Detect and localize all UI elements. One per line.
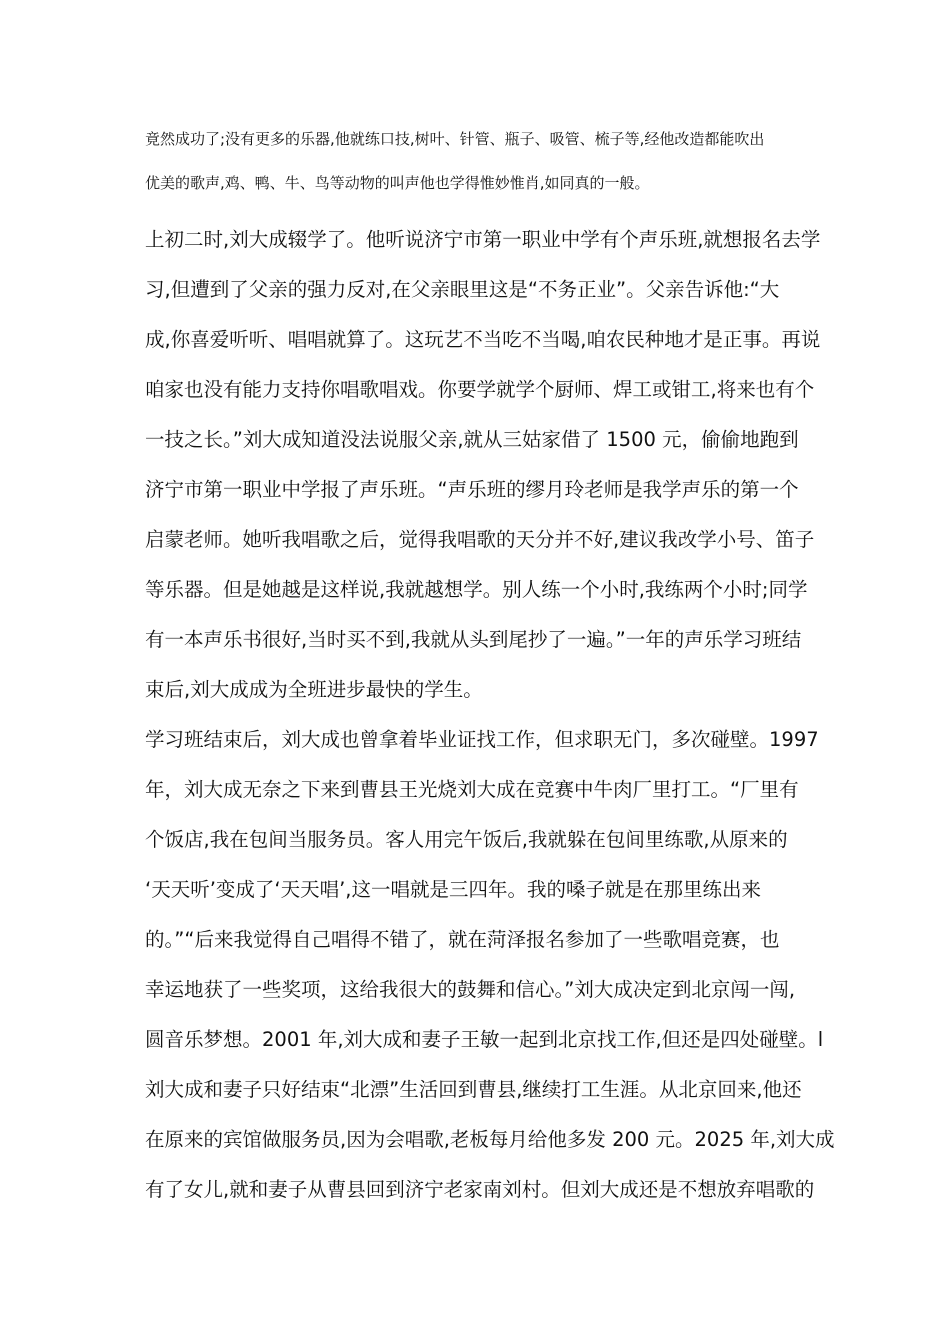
body-line-7: 启蒙老师。她听我唱歌之后，觉得我唱歌的天分并不好,建议我改学小号、笛子 [145,528,815,551]
body-line-15: 的。”“后来我觉得自己唱得不错了，就在菏泽报名参加了一些歌唱竞赛，也 [145,928,780,951]
body-line-9: 有一本声乐书很好,当时买不到,我就从头到尾抄了一遍。”一年的声乐学习班结 [145,628,802,651]
intro-line-2: 优美的歌声,鸡、鸭、牛、鸟等动物的叫声他也学得惟妙惟肖,如同真的一般。 [145,174,650,192]
body-line-5: 一技之长。”刘大成知道没法说服父亲,就从三姑家借了 1500 元，偷偷地跑到 [145,428,799,451]
body-line-10: 束后,刘大成成为全班进步最快的学生。 [145,678,483,701]
body-line-13: 个饭店,我在包间当服务员。客人用完午饭后,我就躲在包间里练歌,从原来的 [145,828,788,851]
body-line-1: 上初二时,刘大成辍学了。他听说济宁市第一职业中学有个声乐班,就想报名去学 [145,228,821,251]
body-line-17: 圆音乐梦想。2001 年,刘大成和妻子王敏一起到北京找工作,但还是四处碰壁。l [145,1028,824,1051]
body-line-18: 刘大成和妻子只好结束“北漂”生活回到曹县,继续打工生涯。从北京回来,他还 [145,1078,802,1101]
intro-line-1: 竟然成功了;没有更多的乐器,他就练口技,树叶、针管、瓶子、吸管、梳子等,经他改造都能吹出 [145,130,765,148]
body-line-4: 咱家也没有能力支持你唱歌唱戏。你要学就学个厨师、焊工或钳工,将来也有个 [145,378,815,401]
body-line-19: 在原来的宾馆做服务员,因为会唱歌,老板每月给他多发 200 元。2025 年,刘大成 [145,1128,835,1151]
body-line-12: 年，刘大成无奈之下来到曹县王光烧刘大成在竞赛中牛肉厂里打工。“厂里有 [145,778,799,801]
body-line-16: 幸运地获了一些奖项，这给我很大的鼓舞和信心。”刘大成决定到北京闯一闯, [145,978,796,1001]
body-line-8: 等乐器。但是她越是这样说,我就越想学。别人练一个小时,我练两个小时;同学 [145,578,808,601]
body-line-6: 济宁市第一职业中学报了声乐班。“声乐班的缪月玲老师是我学声乐的第一个 [145,478,799,501]
body-line-2: 习,但遭到了父亲的强力反对,在父亲眼里这是“不务正业”。父亲告诉他:“大 [145,278,780,301]
body-line-20: 有了女儿,就和妻子从曹县回到济宁老家南刘村。但刘大成还是不想放弃唱歌的 [145,1178,815,1201]
body-line-3: 成,你喜爱听听、唱唱就算了。这玩艺不当吃不当喝,咱农民种地才是正事。再说 [145,328,821,351]
body-line-14: ‘天天听’变成了‘天天唱’,这一唱就是三四年。我的嗓子就是在那里练出来 [145,878,761,901]
body-line-11: 学习班结束后，刘大成也曾拿着毕业证找工作，但求职无门，多次碰壁。1997 [145,728,819,751]
